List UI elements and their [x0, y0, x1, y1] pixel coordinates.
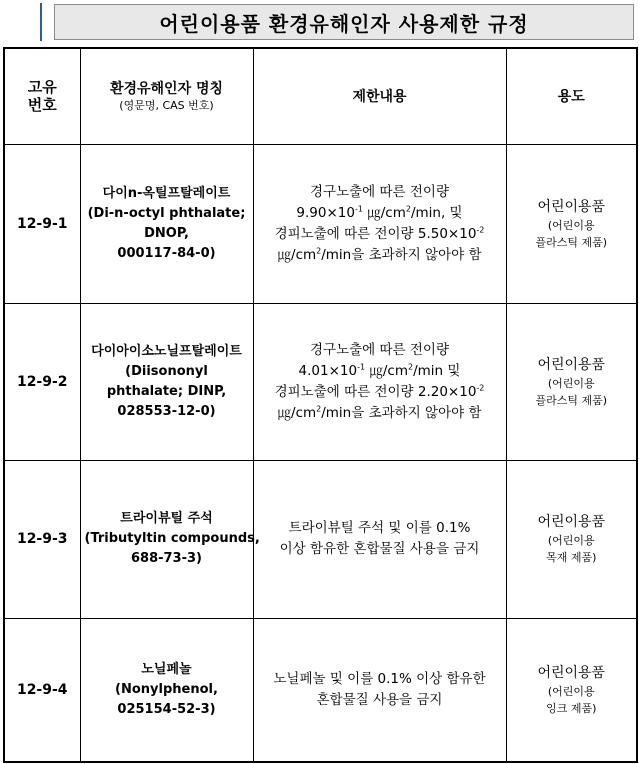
name-line: DNOP,: [144, 225, 189, 241]
usage-main: 어린이용품: [537, 664, 606, 681]
restriction-line: $9.90\times 10^{-1}$ $㎍/cm^2/\min$, 및: [296, 204, 463, 221]
usage-sub: (어린이용: [547, 376, 595, 390]
restriction-line: $4.01\times 10^{-1}$ $㎍/cm^2/\min$ 및: [298, 362, 461, 379]
name-line: 다이n-옥틸프탈레이트: [102, 185, 231, 201]
usage-sub: 목재 제품): [546, 551, 597, 564]
usage-sub: (어린이용: [547, 534, 595, 547]
row-restriction: [253, 144, 506, 303]
table-row: [4, 460, 637, 618]
row-usage: [506, 144, 637, 303]
row-id: 12-9-2: [4, 303, 80, 460]
regulation-table: [3, 47, 638, 763]
header-restriction: 제한내용: [253, 48, 506, 144]
row-restriction: [253, 460, 506, 618]
restriction-line: 혼합물질 사용을 금지: [316, 691, 443, 708]
restriction-line: 이상 함유한 혼합물질 사용을 금지: [279, 541, 480, 557]
header-id-line1: 고유: [27, 78, 57, 97]
row-restriction: [253, 303, 506, 460]
header-id: [4, 48, 80, 144]
name-line: (Nonylphenol,: [115, 681, 218, 697]
header-name-sub: (영문명, CAS 번호): [119, 98, 214, 112]
usage-sub: 플라스틱 제품): [535, 393, 608, 407]
usage-main: 어린이용품: [537, 198, 606, 215]
restriction-line: 노닐페놀 및 이를 0.1% 이상 함유한: [273, 670, 486, 687]
row-usage: [506, 618, 637, 762]
name-line: (Tributyltin compounds,: [84, 531, 260, 546]
row-id: 12-9-1: [4, 144, 80, 303]
name-line: 000117-84-0): [117, 245, 216, 261]
page-title: 어린이용품 환경유해인자 사용제한 규정: [54, 4, 634, 40]
name-line: 트라이뷰틸 주석: [120, 511, 213, 526]
header-id-line2: 번호: [27, 96, 57, 115]
row-restriction: [253, 618, 506, 762]
name-line: 028553-12-0): [117, 403, 216, 419]
name-line: 노닐페놀: [141, 661, 192, 677]
restriction-line: 경피노출에 따른 전이량 $2.20\times 10^{-2}$: [274, 383, 485, 400]
name-line: 025154-52-3): [117, 701, 216, 717]
title-accent-bar: [40, 3, 42, 41]
header-name-main: 환경유해인자 명칭: [109, 80, 224, 97]
header-name: [80, 48, 253, 144]
name-line: (Di-n-octyl phthalate;: [87, 205, 246, 221]
usage-main: 어린이용품: [537, 356, 606, 373]
name-line: 688-73-3): [130, 551, 202, 566]
usage-sub: (어린이용: [547, 684, 595, 698]
table-row: [4, 144, 637, 303]
row-id: 12-9-3: [4, 460, 80, 618]
restriction-line: 경피노출에 따른 전이량 $5.50\times 10^{-2}$: [274, 225, 485, 242]
restriction-line: $㎍/cm^2/\min$을 초과하지 않아야 함: [277, 246, 482, 263]
restriction-line: 경구노출에 따른 전이량: [310, 341, 449, 358]
row-id: 12-9-4: [4, 618, 80, 762]
table-row: [4, 303, 637, 460]
row-name: [80, 144, 253, 303]
restriction-line: 경구노출에 따른 전이량: [310, 183, 449, 200]
table-row: [4, 618, 637, 762]
restriction-line: $㎍/cm^2/\min$을 초과하지 않아야 함: [277, 404, 482, 421]
name-line: (Diisononyl: [125, 363, 208, 379]
row-usage: [506, 460, 637, 618]
name-line: phthalate; DINP,: [106, 383, 227, 399]
usage-main: 어린이용품: [537, 514, 606, 530]
name-line: 다이아이소노닐프탈레이트: [91, 343, 242, 359]
row-usage: [506, 303, 637, 460]
row-name: [80, 618, 253, 762]
row-name: [80, 303, 253, 460]
usage-sub: (어린이용: [547, 218, 595, 232]
restriction-line: 트라이뷰틸 주석 및 이를 0.1%: [288, 520, 471, 536]
usage-sub: 플라스틱 제품): [535, 235, 608, 249]
usage-sub: 잉크 제품): [546, 701, 597, 715]
table-header-row: [4, 48, 637, 144]
row-name: [80, 460, 260, 618]
header-usage: 용도: [506, 48, 637, 144]
